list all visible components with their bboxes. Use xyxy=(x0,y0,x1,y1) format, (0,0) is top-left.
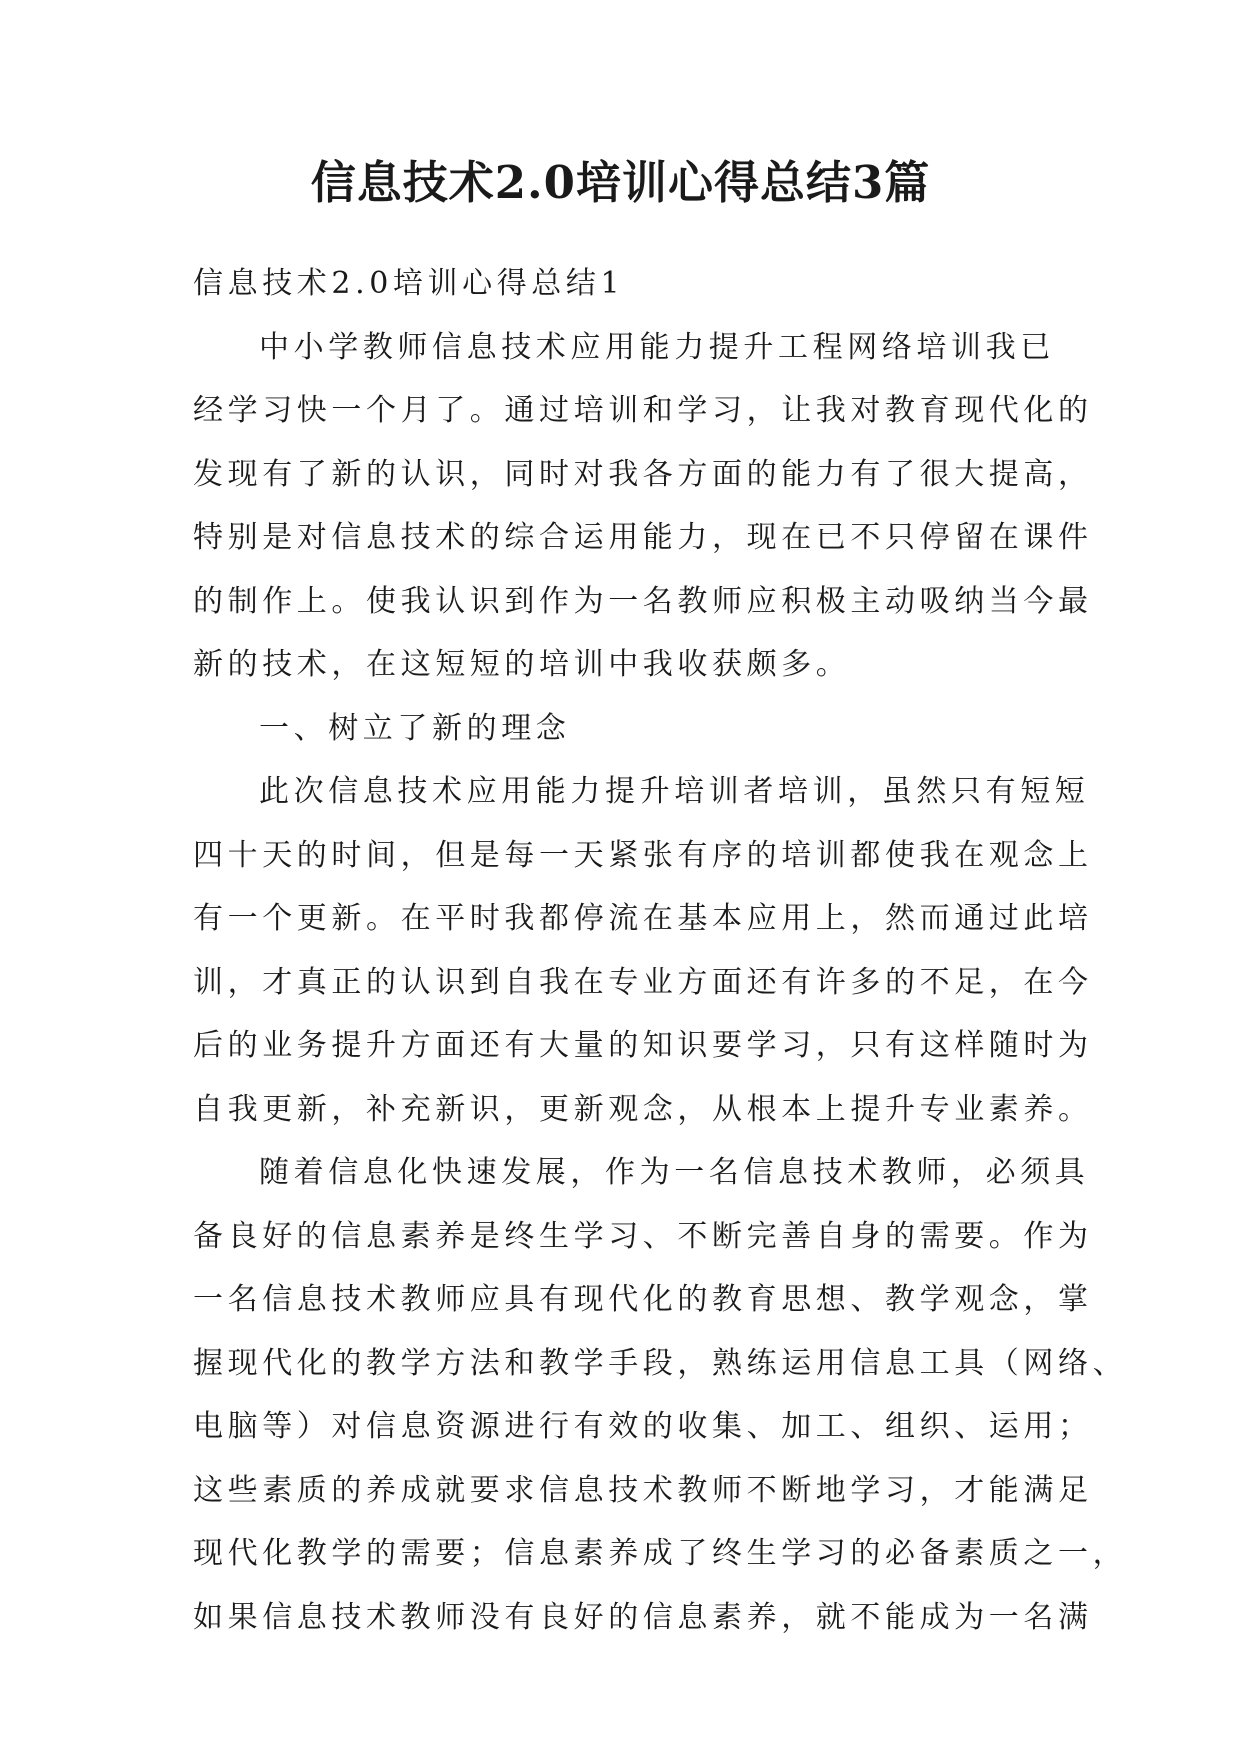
text-line: 四十天的时间，但是每一天紧张有序的培训都使我在观念上 xyxy=(193,837,1093,873)
text-line: 自我更新，补充新识，更新观念，从根本上提升专业素养。 xyxy=(193,1091,1093,1127)
text-line: 中小学教师信息技术应用能力提升工程网络培训我已 xyxy=(259,329,1055,365)
text-line: 这些素质的养成就要求信息技术教师不断地学习，才能满足 xyxy=(193,1472,1093,1508)
text-line: 随着信息化快速发展，作为一名信息技术教师，必须具 xyxy=(259,1155,1090,1190)
text-line: 如果信息技术教师没有良好的信息素养，就不能成为一名满 xyxy=(193,1599,1093,1635)
text-line: 握现代化的教学方法和教学手段，熟练运用信息工具（网络、 xyxy=(193,1345,1128,1381)
text-line: 此次信息技术应用能力提升培训者培训，虽然只有短短 xyxy=(259,774,1090,809)
text-line: 信息技术2.0培训心得总结1 xyxy=(193,266,625,301)
document-body xyxy=(193,252,1128,1649)
text-line: 一名信息技术教师应具有现代化的教育思想、教学观念，掌 xyxy=(193,1282,1093,1317)
text-line: 的制作上。使我认识到作为一名教师应积极主动吸纳当今最 xyxy=(193,583,1093,619)
text-line: 经学习快一个月了。通过培训和学习，让我对教育现代化的 xyxy=(193,393,1093,428)
text-line: 后的业务提升方面还有大量的知识要学习，只有这样随时为 xyxy=(193,1028,1093,1063)
text-line: 新的技术，在这短短的培训中我收获颇多。 xyxy=(193,647,851,682)
text-line: 一、树立了新的理念 xyxy=(259,710,571,746)
text-line: 备良好的信息素养是终生学习、不断完善自身的需要。作为 xyxy=(193,1218,1093,1254)
text-line: 特别是对信息技术的综合运用能力，现在已不只停留在课件 xyxy=(193,520,1093,555)
text-line: 有一个更新。在平时我都停流在基本应用上，然而通过此培 xyxy=(193,901,1093,936)
text-line: 电脑等）对信息资源进行有效的收集、加工、组织、运用； xyxy=(193,1409,1093,1444)
document-title: 信息技术2.0培训心得总结3篇 xyxy=(310,156,931,209)
text-line: 训，才真正的认识到自我在专业方面还有许多的不足，在今 xyxy=(193,964,1093,1000)
text-line: 发现有了新的认识，同时对我各方面的能力有了很大提高， xyxy=(193,456,1093,492)
text-line: 现代化教学的需要；信息素养成了终生学习的必备素质之一， xyxy=(193,1536,1128,1571)
